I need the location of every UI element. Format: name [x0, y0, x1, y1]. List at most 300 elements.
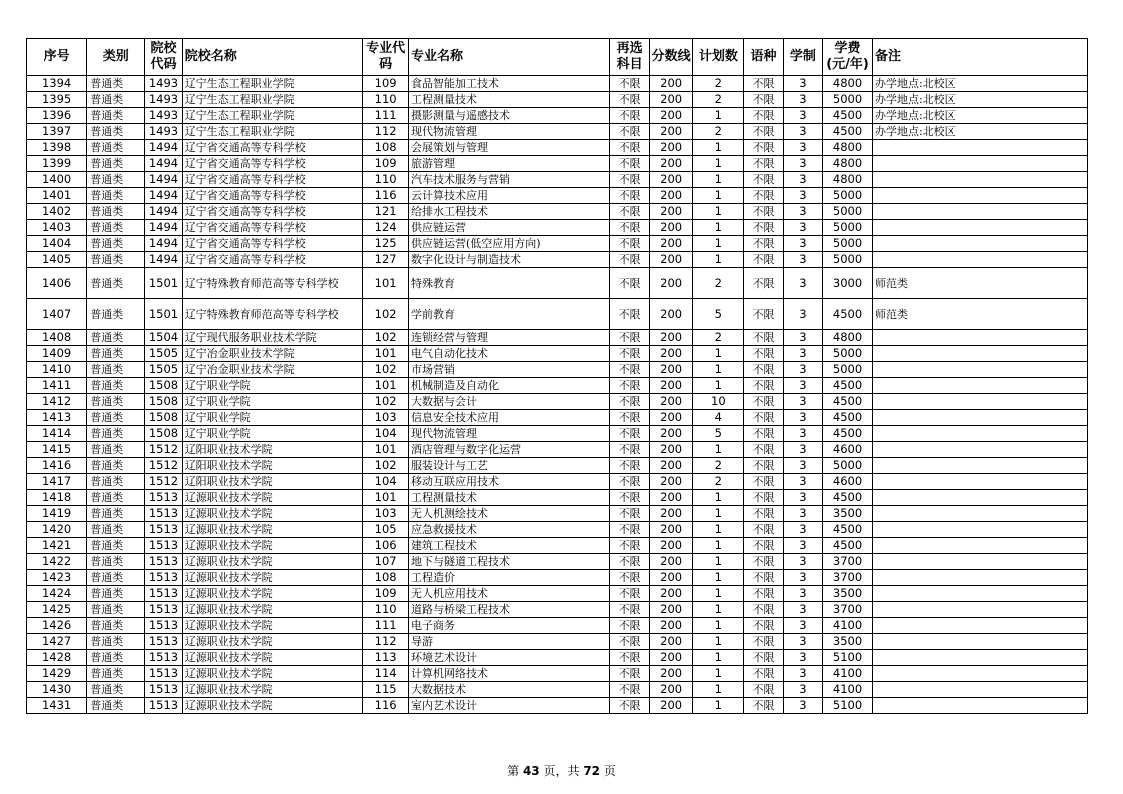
cell-school-code: 1494 — [145, 172, 182, 188]
cell-category: 普通类 — [87, 634, 145, 650]
cell-school-name: 辽宁生态工程职业学院 — [182, 124, 363, 140]
cell-category: 普通类 — [87, 124, 145, 140]
cell-seq: 1424 — [27, 586, 87, 602]
cell-school-name: 辽源职业技术学院 — [182, 602, 363, 618]
cell-seq: 1428 — [27, 650, 87, 666]
cell-major-code: 108 — [363, 140, 409, 156]
cell-major-name: 供应链运营(低空应用方向) — [408, 236, 609, 252]
cell-fee: 5100 — [823, 650, 873, 666]
cell-fee: 5000 — [823, 362, 873, 378]
cell-note — [872, 236, 1087, 252]
cell-school-code: 1493 — [145, 76, 182, 92]
cell-score: 200 — [649, 362, 693, 378]
header-school-name: 院校名称 — [182, 39, 363, 76]
cell-major-code: 106 — [363, 538, 409, 554]
cell-school-code: 1513 — [145, 634, 182, 650]
cell-plan: 1 — [693, 586, 744, 602]
cell-plan: 1 — [693, 378, 744, 394]
cell-seq: 1414 — [27, 426, 87, 442]
cell-major-code: 108 — [363, 570, 409, 586]
cell-category: 普通类 — [87, 410, 145, 426]
cell-major-name: 大数据技术 — [408, 682, 609, 698]
cell-note — [872, 220, 1087, 236]
cell-school-name: 辽宁省交通高等专科学校 — [182, 156, 363, 172]
cell-note — [872, 204, 1087, 220]
cell-fee: 4800 — [823, 156, 873, 172]
header-seq: 序号 — [27, 39, 87, 76]
header-plan: 计划数 — [693, 39, 744, 76]
table-row — [27, 570, 1088, 586]
cell-major-code: 114 — [363, 666, 409, 682]
cell-category: 普通类 — [87, 602, 145, 618]
cell-fee: 4500 — [823, 522, 873, 538]
cell-category: 普通类 — [87, 252, 145, 268]
cell-subject: 不限 — [610, 634, 649, 650]
cell-language: 不限 — [744, 188, 783, 204]
cell-seq: 1400 — [27, 172, 87, 188]
cell-language: 不限 — [744, 682, 783, 698]
cell-major-name: 计算机网络技术 — [408, 666, 609, 682]
cell-language: 不限 — [744, 490, 783, 506]
cell-major-name: 电气自动化技术 — [408, 346, 609, 362]
cell-score: 200 — [649, 156, 693, 172]
cell-category: 普通类 — [87, 618, 145, 634]
table-row — [27, 220, 1088, 236]
cell-school-name: 辽宁职业学院 — [182, 426, 363, 442]
cell-major-name: 移动互联应用技术 — [408, 474, 609, 490]
cell-major-code: 109 — [363, 586, 409, 602]
table-row — [27, 362, 1088, 378]
cell-score: 200 — [649, 108, 693, 124]
cell-major-name: 工程造价 — [408, 570, 609, 586]
cell-note: 办学地点:北校区 — [872, 108, 1087, 124]
cell-language: 不限 — [744, 474, 783, 490]
cell-language: 不限 — [744, 76, 783, 92]
cell-seq: 1403 — [27, 220, 87, 236]
cell-years: 3 — [783, 362, 822, 378]
cell-years: 3 — [783, 602, 822, 618]
table-row — [27, 602, 1088, 618]
cell-years: 3 — [783, 236, 822, 252]
cell-school-code: 1513 — [145, 506, 182, 522]
cell-fee: 3500 — [823, 506, 873, 522]
cell-note: 师范类 — [872, 268, 1087, 299]
cell-school-code: 1501 — [145, 268, 182, 299]
cell-fee: 5000 — [823, 92, 873, 108]
table-header-row — [27, 39, 1088, 76]
cell-plan: 1 — [693, 650, 744, 666]
cell-note — [872, 634, 1087, 650]
cell-plan: 1 — [693, 506, 744, 522]
cell-plan: 1 — [693, 602, 744, 618]
table-row — [27, 268, 1088, 299]
cell-major-code: 109 — [363, 76, 409, 92]
table-row — [27, 634, 1088, 650]
table-row — [27, 156, 1088, 172]
cell-score: 200 — [649, 252, 693, 268]
cell-years: 3 — [783, 188, 822, 204]
cell-major-name: 连锁经营与管理 — [408, 330, 609, 346]
cell-category: 普通类 — [87, 506, 145, 522]
cell-school-name: 辽宁省交通高等专科学校 — [182, 140, 363, 156]
footer-middle: 页，共 — [543, 764, 580, 778]
cell-school-name: 辽宁特殊教育师范高等专科学校 — [182, 299, 363, 330]
cell-major-name: 摄影测量与遥感技术 — [408, 108, 609, 124]
cell-score: 200 — [649, 490, 693, 506]
table-row — [27, 698, 1088, 714]
cell-language: 不限 — [744, 426, 783, 442]
table-row — [27, 346, 1088, 362]
cell-major-name: 食品智能加工技术 — [408, 76, 609, 92]
cell-school-name: 辽宁特殊教育师范高等专科学校 — [182, 268, 363, 299]
cell-major-code: 115 — [363, 682, 409, 698]
cell-language: 不限 — [744, 236, 783, 252]
cell-note: 办学地点:北校区 — [872, 76, 1087, 92]
cell-school-code: 1512 — [145, 458, 182, 474]
cell-subject: 不限 — [610, 570, 649, 586]
cell-fee: 4500 — [823, 124, 873, 140]
cell-major-name: 云计算技术应用 — [408, 188, 609, 204]
cell-major-code: 113 — [363, 650, 409, 666]
cell-fee: 4100 — [823, 666, 873, 682]
cell-seq: 1396 — [27, 108, 87, 124]
cell-seq: 1398 — [27, 140, 87, 156]
cell-seq: 1431 — [27, 698, 87, 714]
cell-category: 普通类 — [87, 458, 145, 474]
cell-language: 不限 — [744, 268, 783, 299]
cell-note — [872, 410, 1087, 426]
cell-school-name: 辽宁职业学院 — [182, 410, 363, 426]
table-row — [27, 506, 1088, 522]
cell-language: 不限 — [744, 586, 783, 602]
cell-fee: 4500 — [823, 538, 873, 554]
cell-score: 200 — [649, 682, 693, 698]
page-footer — [0, 762, 1123, 779]
cell-note: 办学地点:北校区 — [872, 92, 1087, 108]
cell-seq: 1402 — [27, 204, 87, 220]
cell-plan: 1 — [693, 204, 744, 220]
cell-major-name: 建筑工程技术 — [408, 538, 609, 554]
cell-subject: 不限 — [610, 458, 649, 474]
cell-language: 不限 — [744, 220, 783, 236]
cell-school-code: 1513 — [145, 522, 182, 538]
cell-years: 3 — [783, 330, 822, 346]
cell-note — [872, 618, 1087, 634]
cell-major-name: 旅游管理 — [408, 156, 609, 172]
cell-seq: 1416 — [27, 458, 87, 474]
cell-subject: 不限 — [610, 650, 649, 666]
cell-score: 200 — [649, 140, 693, 156]
cell-subject: 不限 — [610, 92, 649, 108]
cell-years: 3 — [783, 378, 822, 394]
table-body — [27, 76, 1088, 714]
cell-subject: 不限 — [610, 666, 649, 682]
cell-school-code: 1493 — [145, 92, 182, 108]
cell-plan: 1 — [693, 188, 744, 204]
cell-school-name: 辽阳职业技术学院 — [182, 458, 363, 474]
admission-plan-table — [26, 38, 1088, 714]
cell-years: 3 — [783, 410, 822, 426]
cell-school-code: 1513 — [145, 586, 182, 602]
cell-school-name: 辽宁省交通高等专科学校 — [182, 204, 363, 220]
cell-subject: 不限 — [610, 362, 649, 378]
cell-fee: 5000 — [823, 252, 873, 268]
cell-major-name: 汽车技术服务与营销 — [408, 172, 609, 188]
cell-years: 3 — [783, 682, 822, 698]
cell-school-name: 辽源职业技术学院 — [182, 682, 363, 698]
cell-fee: 4100 — [823, 682, 873, 698]
cell-school-name: 辽宁职业学院 — [182, 394, 363, 410]
cell-category: 普通类 — [87, 570, 145, 586]
cell-category: 普通类 — [87, 108, 145, 124]
table-row — [27, 410, 1088, 426]
cell-score: 200 — [649, 236, 693, 252]
cell-category: 普通类 — [87, 554, 145, 570]
cell-years: 3 — [783, 268, 822, 299]
cell-school-name: 辽阳职业技术学院 — [182, 442, 363, 458]
cell-plan: 1 — [693, 140, 744, 156]
cell-category: 普通类 — [87, 268, 145, 299]
cell-school-code: 1513 — [145, 618, 182, 634]
cell-major-code: 110 — [363, 172, 409, 188]
header-category: 类别 — [87, 39, 145, 76]
cell-school-code: 1513 — [145, 650, 182, 666]
cell-plan: 1 — [693, 618, 744, 634]
cell-plan: 1 — [693, 666, 744, 682]
cell-major-name: 给排水工程技术 — [408, 204, 609, 220]
cell-note — [872, 682, 1087, 698]
cell-score: 200 — [649, 602, 693, 618]
cell-years: 3 — [783, 586, 822, 602]
cell-seq: 1399 — [27, 156, 87, 172]
cell-major-code: 116 — [363, 698, 409, 714]
cell-fee: 5000 — [823, 346, 873, 362]
cell-school-code: 1513 — [145, 666, 182, 682]
cell-category: 普通类 — [87, 156, 145, 172]
cell-major-code: 102 — [363, 299, 409, 330]
table-row — [27, 474, 1088, 490]
cell-fee: 3700 — [823, 554, 873, 570]
cell-school-code: 1493 — [145, 124, 182, 140]
cell-years: 3 — [783, 650, 822, 666]
cell-language: 不限 — [744, 299, 783, 330]
cell-subject: 不限 — [610, 410, 649, 426]
cell-category: 普通类 — [87, 299, 145, 330]
cell-category: 普通类 — [87, 236, 145, 252]
cell-plan: 5 — [693, 426, 744, 442]
cell-seq: 1406 — [27, 268, 87, 299]
cell-major-name: 导游 — [408, 634, 609, 650]
cell-school-name: 辽源职业技术学院 — [182, 650, 363, 666]
cell-plan: 2 — [693, 474, 744, 490]
cell-subject: 不限 — [610, 554, 649, 570]
cell-note — [872, 394, 1087, 410]
cell-language: 不限 — [744, 650, 783, 666]
cell-major-name: 地下与隧道工程技术 — [408, 554, 609, 570]
cell-plan: 2 — [693, 458, 744, 474]
cell-years: 3 — [783, 394, 822, 410]
table-row — [27, 442, 1088, 458]
footer-total-pages: 72 — [583, 764, 601, 778]
cell-score: 200 — [649, 394, 693, 410]
cell-score: 200 — [649, 458, 693, 474]
cell-category: 普通类 — [87, 346, 145, 362]
cell-school-name: 辽宁冶金职业技术学院 — [182, 362, 363, 378]
cell-school-name: 辽宁生态工程职业学院 — [182, 108, 363, 124]
cell-seq: 1429 — [27, 666, 87, 682]
cell-fee: 3500 — [823, 586, 873, 602]
cell-language: 不限 — [744, 394, 783, 410]
cell-school-code: 1513 — [145, 490, 182, 506]
cell-fee: 4800 — [823, 330, 873, 346]
cell-major-name: 道路与桥梁工程技术 — [408, 602, 609, 618]
cell-major-name: 应急救援技术 — [408, 522, 609, 538]
cell-category: 普通类 — [87, 76, 145, 92]
cell-major-name: 特殊教育 — [408, 268, 609, 299]
cell-school-code: 1513 — [145, 682, 182, 698]
cell-subject: 不限 — [610, 474, 649, 490]
cell-major-name: 无人机应用技术 — [408, 586, 609, 602]
cell-school-code: 1513 — [145, 538, 182, 554]
cell-note — [872, 140, 1087, 156]
cell-seq: 1405 — [27, 252, 87, 268]
cell-major-code: 124 — [363, 220, 409, 236]
cell-score: 200 — [649, 426, 693, 442]
cell-seq: 1411 — [27, 378, 87, 394]
cell-fee: 4800 — [823, 76, 873, 92]
cell-major-code: 101 — [363, 346, 409, 362]
cell-note — [872, 172, 1087, 188]
cell-note — [872, 666, 1087, 682]
cell-years: 3 — [783, 554, 822, 570]
cell-major-code: 109 — [363, 156, 409, 172]
table-row — [27, 490, 1088, 506]
cell-subject: 不限 — [610, 330, 649, 346]
cell-school-code: 1512 — [145, 442, 182, 458]
cell-note — [872, 188, 1087, 204]
table-row — [27, 108, 1088, 124]
cell-years: 3 — [783, 204, 822, 220]
cell-category: 普通类 — [87, 330, 145, 346]
cell-note — [872, 458, 1087, 474]
cell-plan: 2 — [693, 76, 744, 92]
cell-major-code: 101 — [363, 442, 409, 458]
cell-note — [872, 252, 1087, 268]
header-score: 分数线 — [649, 39, 693, 76]
cell-years: 3 — [783, 458, 822, 474]
cell-major-code: 103 — [363, 506, 409, 522]
cell-fee: 5100 — [823, 698, 873, 714]
cell-school-name: 辽宁省交通高等专科学校 — [182, 188, 363, 204]
cell-note — [872, 650, 1087, 666]
cell-note — [872, 362, 1087, 378]
cell-category: 普通类 — [87, 698, 145, 714]
cell-subject: 不限 — [610, 394, 649, 410]
cell-category: 普通类 — [87, 650, 145, 666]
cell-plan: 1 — [693, 108, 744, 124]
cell-seq: 1412 — [27, 394, 87, 410]
footer-page-number: 43 — [522, 764, 540, 778]
cell-fee: 4500 — [823, 394, 873, 410]
cell-category: 普通类 — [87, 220, 145, 236]
cell-major-code: 104 — [363, 474, 409, 490]
cell-note — [872, 156, 1087, 172]
cell-major-name: 环境艺术设计 — [408, 650, 609, 666]
table-row — [27, 458, 1088, 474]
cell-note — [872, 522, 1087, 538]
cell-category: 普通类 — [87, 682, 145, 698]
cell-subject: 不限 — [610, 188, 649, 204]
cell-years: 3 — [783, 506, 822, 522]
cell-major-code: 112 — [363, 634, 409, 650]
cell-subject: 不限 — [610, 299, 649, 330]
cell-plan: 1 — [693, 538, 744, 554]
header-school-code: 院校代码 — [145, 39, 182, 76]
cell-language: 不限 — [744, 410, 783, 426]
cell-plan: 1 — [693, 172, 744, 188]
cell-years: 3 — [783, 220, 822, 236]
cell-score: 200 — [649, 570, 693, 586]
table-row — [27, 554, 1088, 570]
cell-language: 不限 — [744, 172, 783, 188]
cell-score: 200 — [649, 410, 693, 426]
cell-fee: 4500 — [823, 426, 873, 442]
cell-subject: 不限 — [610, 490, 649, 506]
table-row — [27, 586, 1088, 602]
cell-major-name: 数字化设计与制造技术 — [408, 252, 609, 268]
cell-note — [872, 506, 1087, 522]
cell-score: 200 — [649, 220, 693, 236]
footer-prefix: 第 — [507, 764, 520, 778]
cell-fee: 4600 — [823, 474, 873, 490]
table-row — [27, 666, 1088, 682]
cell-plan: 2 — [693, 268, 744, 299]
cell-category: 普通类 — [87, 140, 145, 156]
cell-school-name: 辽源职业技术学院 — [182, 698, 363, 714]
cell-seq: 1407 — [27, 299, 87, 330]
cell-years: 3 — [783, 522, 822, 538]
cell-major-name: 学前教育 — [408, 299, 609, 330]
cell-major-code: 102 — [363, 458, 409, 474]
footer-suffix: 页 — [603, 764, 616, 778]
cell-seq: 1410 — [27, 362, 87, 378]
cell-years: 3 — [783, 140, 822, 156]
cell-major-code: 110 — [363, 602, 409, 618]
table-row — [27, 426, 1088, 442]
cell-school-code: 1505 — [145, 346, 182, 362]
cell-language: 不限 — [744, 156, 783, 172]
cell-major-code: 111 — [363, 108, 409, 124]
cell-fee: 3000 — [823, 268, 873, 299]
cell-language: 不限 — [744, 204, 783, 220]
cell-major-name: 供应链运营 — [408, 220, 609, 236]
cell-plan: 1 — [693, 252, 744, 268]
cell-score: 200 — [649, 124, 693, 140]
cell-seq: 1397 — [27, 124, 87, 140]
cell-school-name: 辽宁生态工程职业学院 — [182, 76, 363, 92]
cell-major-code: 102 — [363, 394, 409, 410]
cell-category: 普通类 — [87, 490, 145, 506]
cell-category: 普通类 — [87, 394, 145, 410]
cell-years: 3 — [783, 426, 822, 442]
cell-years: 3 — [783, 442, 822, 458]
cell-note: 办学地点:北校区 — [872, 124, 1087, 140]
cell-category: 普通类 — [87, 204, 145, 220]
cell-years: 3 — [783, 156, 822, 172]
cell-school-code: 1494 — [145, 252, 182, 268]
cell-category: 普通类 — [87, 474, 145, 490]
cell-major-name: 酒店管理与数字化运营 — [408, 442, 609, 458]
